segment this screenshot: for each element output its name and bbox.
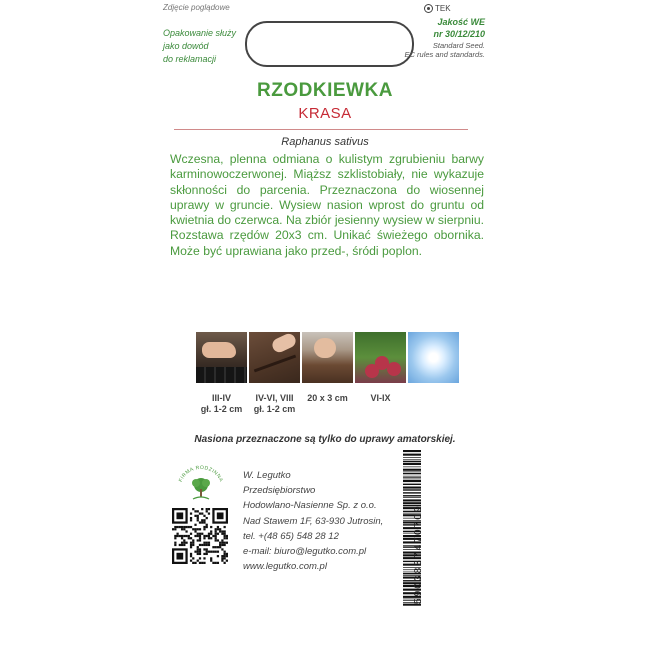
planting-photo — [302, 332, 353, 383]
latin-name: Raphanus sativus — [281, 136, 369, 148]
packaging-note-line: Opakowanie służy — [163, 28, 237, 38]
step-label — [355, 393, 406, 415]
step-label-line: VI-IX — [370, 393, 391, 403]
step-label-line: 20 x 3 cm — [307, 393, 348, 403]
title-divider — [174, 129, 468, 130]
product-description: Wczesna, plenna odmiana o kulistym zgrubieniu barwy karminowoczerwonej. Miąższ szklistobiały, nie wykazuje skłonności do parcenia. Przeznaczona do wiosennej uprawy w gruncie. Wysiew nasion wprost do gruntu od kwietnia do czerwca. Na zbiór jesienny wysiew w sierpniu. Rozstawa rzędów 20x3 cm. Unikać świeżego obornika. Może być uprawiana jako przed-, śródi poplon. — [170, 152, 484, 258]
logo-text: FIRMA RODZINNA — [177, 464, 225, 484]
step-label-line: III-IV — [211, 393, 231, 403]
step-label — [196, 393, 247, 415]
tek-label: TEK — [435, 4, 451, 13]
step-label-line: IV-VI, VIII — [255, 393, 294, 403]
qr-code[interactable] — [172, 508, 228, 564]
sowing-tray-photo — [196, 332, 247, 383]
cultivation-labels — [196, 393, 406, 415]
family-company-logo-icon — [171, 463, 231, 503]
step-label-line: gł. 1-2 cm — [253, 404, 296, 414]
company-line: Przedsiębiorstwo — [243, 485, 316, 497]
product-variety: KRASA — [298, 105, 352, 122]
company-line: Nad Stawem 1F, 63-930 Jutrosin, — [243, 515, 384, 527]
photo-caption: Zdjęcie poglądowe — [163, 3, 230, 12]
company-address — [243, 468, 383, 574]
company-line: W. Legutko — [243, 470, 291, 481]
packaging-note-line: jako dowód — [163, 41, 209, 51]
company-line: e-mail: biuro@legutko.com.pl — [243, 546, 367, 558]
harvest-photo — [355, 332, 406, 383]
tek-badge — [424, 4, 451, 13]
company-line: tel. +(48 65) 548 28 12 — [243, 530, 339, 542]
tek-icon — [424, 4, 433, 13]
company-line: Hodowlano-Nasienne Sp. z o.o. — [243, 500, 377, 512]
step-label — [302, 393, 353, 415]
company-website-link[interactable]: www.legutko.com.pl — [243, 561, 327, 573]
packaging-note-line: do reklamacji — [163, 54, 217, 64]
amateur-notice: Nasiona przeznaczone są tylko do uprawy amatorskiej. — [194, 434, 456, 445]
quality-info — [433, 16, 485, 40]
standard-line: EC rules and standards. — [404, 50, 485, 59]
sowing-ground-photo — [249, 332, 300, 383]
product-name: RZODKIEWKA — [257, 80, 393, 101]
sun-photo — [408, 332, 459, 383]
cultivation-photos — [196, 332, 459, 383]
barcode-digits: 5903837470709 — [413, 504, 424, 604]
step-label-line: gł. 1-2 cm — [200, 404, 243, 414]
standard-line: Standard Seed. — [432, 41, 485, 50]
quality-line: nr 30/12/210 — [433, 29, 485, 39]
packet-window — [245, 21, 414, 67]
standard-info — [405, 41, 485, 59]
quality-line: Jakość WE — [437, 17, 485, 27]
step-label — [249, 393, 300, 415]
